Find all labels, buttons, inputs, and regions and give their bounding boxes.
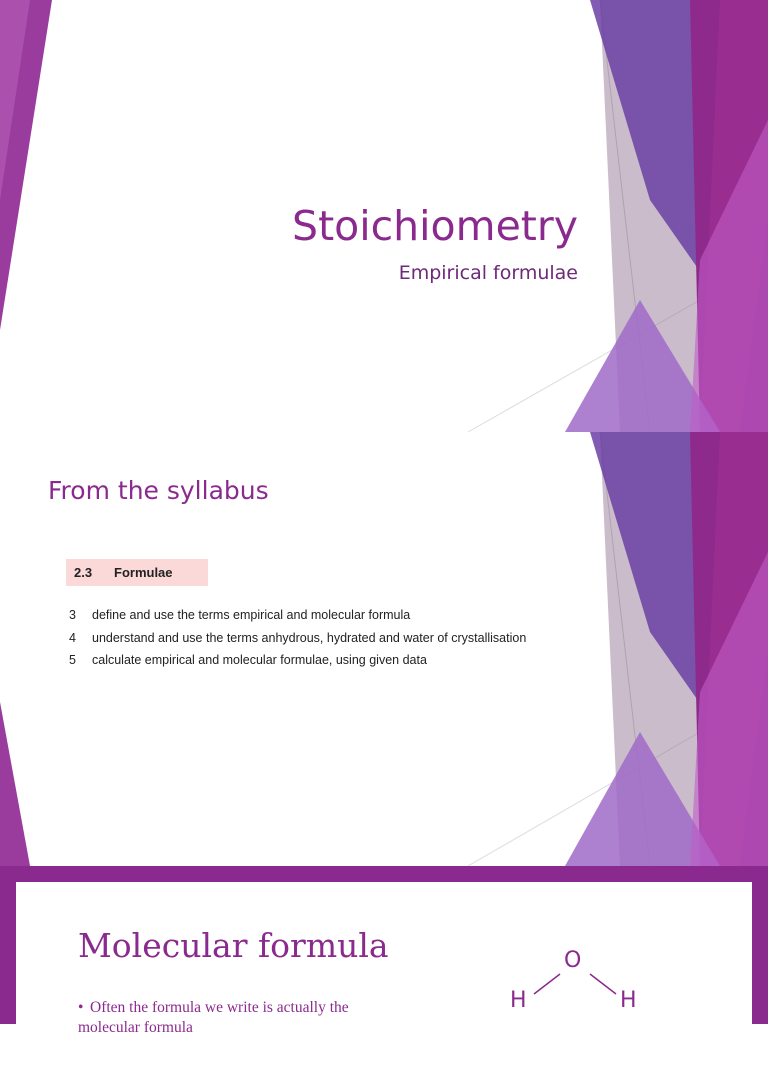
bullet-point (78, 998, 398, 1038)
bond-right (590, 974, 616, 994)
slide-2[interactable] (0, 432, 768, 866)
slide-3-title: Molecular formula (78, 926, 389, 965)
list-item (69, 649, 526, 672)
objective-number: 3 (69, 608, 76, 622)
learning-objectives-list (69, 604, 526, 672)
slide-2-title: From the syllabus (48, 476, 269, 505)
slide-3[interactable] (0, 866, 768, 1036)
bond-left (534, 974, 560, 994)
objective-number: 5 (69, 653, 76, 667)
objective-number: 4 (69, 630, 76, 645)
bullet-icon: • (78, 999, 84, 1016)
slide-1[interactable] (0, 0, 768, 432)
list-item (69, 604, 526, 627)
objective-text: understand and use the terms anhydrous, hydrated and water of crystallisation (92, 630, 527, 645)
list-item (69, 627, 526, 650)
water-molecule-diagram (506, 950, 646, 1030)
section-number: 2.3 (74, 565, 93, 580)
slide-1-title: Stoichiometry (292, 202, 578, 250)
bond-lines (506, 950, 646, 1030)
hydrogen-atom-left: H (510, 988, 527, 1013)
oxygen-atom: O (564, 948, 582, 973)
left-stripe (0, 702, 30, 866)
objective-text: calculate empirical and molecular formulae, using given data (92, 653, 427, 667)
slide-1-subtitle: Empirical formulae (398, 262, 578, 284)
objective-text: define and use the terms empirical and molecular formula (92, 608, 411, 622)
slide-3-card (16, 882, 752, 1082)
section-heading: Formulae (114, 565, 173, 580)
syllabus-section-header (66, 559, 208, 586)
hydrogen-atom-right: H (620, 988, 637, 1013)
bullet-text: Often the formula we write is actually the molecular formula (78, 999, 349, 1036)
